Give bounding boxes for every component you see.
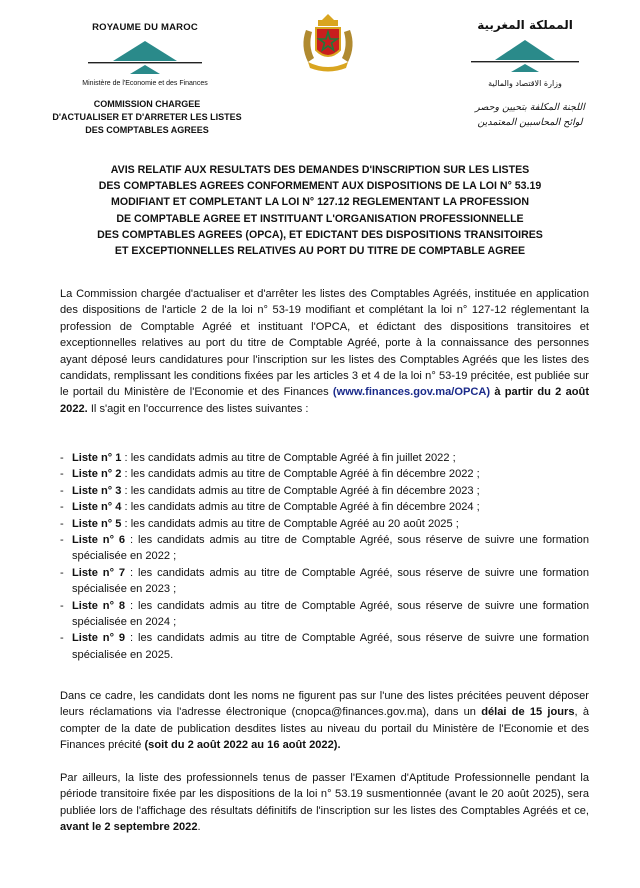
list-text: : les candidats admis au titre de Comptable Agréé, sous réserve de suivre une formation spécialisée en 2023 ; xyxy=(72,566,589,596)
list-label: Liste n° 9 xyxy=(72,632,126,645)
intro-text: La Commission chargée d'actualiser et d'arrêter les listes des Comptables Agréés, instituée en application des dispositions de l'article 2 de la loi n° 53-19 modifiant et complétant la loi n° 127-12 réglementant la profession de Comptable Agréé et instituant l'OPCA, et édictant des dispositions transitoires et exceptionnelles relatives au port du titre de Comptable Agréé, porte à la connaissance des personnes ayant déposé leurs candidatures pour l'inscription sur les listes des Comptables Agréés que les listes des candidats, remplissant les conditions fixées par les articles 3 et 4 de la loi n° 53-19 précitée, est publiée sur le portail du Ministère de l'Economie et des Finances xyxy=(60,288,589,399)
list-text: : les candidats admis au titre de Comptable Agréé à fin décembre 2023 ; xyxy=(121,484,480,497)
header-right xyxy=(440,18,610,88)
title-line: MODIFIANT ET COMPLETANT LA LOI N° 127.12 REGLEMENTANT LA PROFESSION xyxy=(111,196,529,209)
list-label: Liste n° 6 xyxy=(72,534,126,547)
title-line: AVIS RELATIF AUX RESULTATS DES DEMANDES D'INSCRIPTION SUR LES LISTES xyxy=(110,164,530,176)
intro-tail: Il s'agit en l'occurrence des listes suivantes : xyxy=(87,402,309,415)
list-text: : les candidats admis au titre de Comptable Agréé au 20 août 2025 ; xyxy=(121,517,459,530)
ministry-logo-icon xyxy=(80,39,210,79)
list-text: : les candidats admis au titre de Comptable Agréé à fin décembre 2024 ; xyxy=(121,501,480,514)
list-text: : les candidats admis au titre de Comptable Agréé, sous réserve de suivre une formation spécialisée en 2022 ; xyxy=(72,534,589,563)
exam-paragraph xyxy=(60,770,589,836)
opca-portal-link[interactable]: (www.finances.gov.ma/OPCA) xyxy=(332,386,491,399)
list-label: Liste n° 4 xyxy=(72,501,122,514)
commission-line-ar: لوائح المحاسبين المعتمدين xyxy=(477,117,583,128)
commission-line-ar: اللجنة المكلفة بتحيين وحصر xyxy=(475,102,585,113)
list-item: - Liste n° 7 : les candidats admis au titre de Comptable Agréé, sous réserve de suivre une formation spécialisée en 2023 ; xyxy=(60,566,589,596)
list-item: - Liste n° 1 : les candidats admis au titre de Comptable Agréé à fin juillet 2022 ; xyxy=(60,452,456,464)
list-item: - Liste n° 8 : les candidats admis au titre de Comptable Agréé, sous réserve de suivre une formation spécialisée en 2024 ; xyxy=(60,599,589,629)
commission-line: D'ACTUALISER ET D'ARRETER LES LISTES xyxy=(52,112,242,122)
claims-paragraph xyxy=(60,688,589,754)
list-label: Liste n° 2 xyxy=(72,468,122,481)
title-line: DES COMPTABLES AGREES CONFORMEMENT AUX DISPOSITIONS DE LA LOI N° 53.19 xyxy=(98,180,542,193)
commission-line: COMMISSION CHARGEE xyxy=(93,99,201,109)
claims-text: Dans ce cadre, les candidats dont les noms ne figurent pas sur l'une des listes précitées peuvent déposer leurs réclamations via l'adresse électronique (cnopca@finances.gov.ma), dans un xyxy=(60,690,589,719)
list-item: - Liste n° 9 : les candidats admis au titre de Comptable Agréé, sous réserve de suivre une formation spécialisée en 2025. xyxy=(60,632,589,661)
list-item: - Liste n° 3 : les candidats admis au titre de Comptable Agréé à fin décembre 2023 ; xyxy=(60,484,480,497)
list-label: Liste n° 7 xyxy=(72,566,126,579)
notice-title xyxy=(60,162,580,259)
exam-deadline: avant le 2 septembre 2022 xyxy=(60,821,198,834)
commission-title-fr xyxy=(52,98,242,137)
list-text: : les candidats admis au titre de Comptable Agréé à fin décembre 2022 ; xyxy=(121,468,480,481)
list-label: Liste n° 1 xyxy=(72,452,122,464)
exam-text: Par ailleurs, la liste des professionnels tenus de passer l'Examen d'Aptitude Professionnelle pendant la période transitoire fixée par les dispositions de la loi n° 53.19 susmentionnée (avant le 20 août 2025), sera publiée lors de l'affichage des résultats définitifs de l'inscription sur les listes des Comptables Agréés et ce, xyxy=(60,772,589,817)
ministry-logo-ar-icon xyxy=(465,36,585,78)
exam-end: . xyxy=(197,821,201,834)
list-item: - Liste n° 4 : les candidats admis au titre de Comptable Agréé à fin décembre 2024 ; xyxy=(60,501,480,514)
royal-emblem-icon xyxy=(298,12,358,74)
ministry-label: Ministère de l'Economie et des Finances xyxy=(82,80,208,87)
commission-line: DES COMPTABLES AGREES xyxy=(85,125,209,135)
list-item: - Liste n° 2 : les candidats admis au titre de Comptable Agréé à fin décembre 2022 ; xyxy=(60,468,480,481)
claims-text-2: , à compter de la date de publication desdites listes au niveau du portail du Ministère de l'Economie et des Finances précité xyxy=(60,706,589,752)
ministry-label-ar: وزارة الاقتصاد والمالية xyxy=(488,79,562,88)
list-item: - Liste n° 5 : les candidats admis au titre de Comptable Agréé au 20 août 2025 ; xyxy=(60,517,459,530)
list-label: Liste n° 8 xyxy=(72,599,126,612)
title-line: DES COMPTABLES AGREES (OPCA), ET EDICTANT DES DISPOSITIONS TRANSITOIRES xyxy=(97,228,543,241)
title-line: DE COMPTABLE AGREE ET INSTITUANT L'ORGANISATION PROFESSIONNELLE xyxy=(116,212,524,225)
lists-enumeration xyxy=(60,450,589,663)
kingdom-label-ar: المملكة المغربية xyxy=(477,18,573,32)
list-label: Liste n° 5 xyxy=(72,517,122,530)
list-label: Liste n° 3 xyxy=(72,484,122,497)
header-left xyxy=(50,22,240,87)
kingdom-label: ROYAUME DU MAROC xyxy=(92,22,198,33)
list-text: : les candidats admis au titre de Comptable Agréé, sous réserve de suivre une formation spécialisée en 2025. xyxy=(72,632,589,661)
list-text: : les candidats admis au titre de Comptable Agréé à fin juillet 2022 ; xyxy=(121,452,456,464)
intro-paragraph xyxy=(60,286,589,417)
publication-date: à partir du 2 août 2022. xyxy=(60,386,590,415)
claims-period: (soit du 2 août 2022 au 16 août 2022). xyxy=(144,739,341,752)
list-item: - Liste n° 6 : les candidats admis au titre de Comptable Agréé, sous réserve de suivre une formation spécialisée en 2022 ; xyxy=(60,534,589,563)
list-text: : les candidats admis au titre de Comptable Agréé, sous réserve de suivre une formation spécialisée en 2024 ; xyxy=(72,599,589,629)
claims-deadline: délai de 15 jours xyxy=(481,706,575,719)
title-line: ET EXCEPTIONNELLES RELATIVES AU PORT DU TITRE DE COMPTABLE AGREE xyxy=(114,245,526,258)
commission-title-ar xyxy=(450,100,610,130)
